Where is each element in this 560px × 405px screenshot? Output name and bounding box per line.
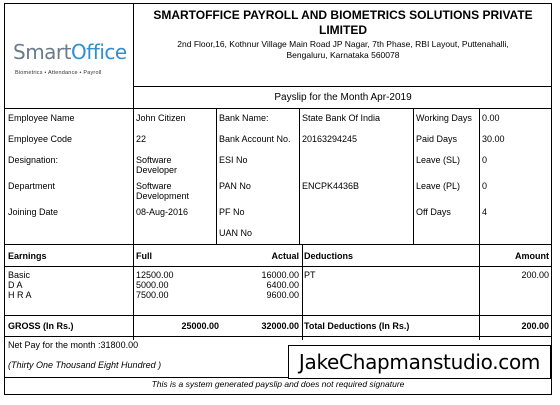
actual-header: Actual — [271, 251, 299, 261]
bank-account-value: 20163294245 — [302, 134, 358, 144]
department-value-line2: Development — [136, 191, 190, 201]
designation-value-line1: Software — [136, 155, 172, 165]
footer-note: This is a system generated payslip and does not required signature — [151, 379, 405, 389]
leave-pl-value: 0 — [482, 181, 488, 191]
gross-top-rule — [5, 315, 551, 316]
earning-actual: 16000.00 — [261, 270, 299, 280]
bank-name-label: Bank Name: — [219, 113, 269, 123]
net-pay-label: Net Pay for the month :31800.00 — [8, 340, 139, 350]
company-logo — [11, 40, 131, 86]
employee-code-label: Employee Code — [8, 134, 73, 144]
earnings-top-rule — [5, 244, 551, 245]
gross-label: GROSS (In Rs.) — [8, 321, 74, 331]
leave-pl-label: Leave (PL) — [416, 181, 461, 191]
earning-actual: 9600.00 — [266, 290, 299, 300]
logo-office-text: Office — [71, 40, 127, 64]
earn-col-divider-1 — [133, 244, 134, 340]
paid-days-value: 30.00 — [482, 134, 505, 144]
info-col-divider-1 — [133, 108, 134, 244]
logo-wordmark — [13, 40, 127, 64]
address-line2: Bengaluru, Karnataka 560078 — [286, 50, 400, 60]
total-deductions-label: Total Deductions (In Rs.) — [304, 321, 410, 331]
company-name-line1: SMARTOFFICE PAYROLL AND BIOMETRICS SOLUTIONS PRIVATE — [153, 8, 533, 22]
esi-label: ESI No — [219, 155, 248, 165]
pan-value: ENCPK4436B — [302, 181, 360, 191]
uan-label: UAN No — [219, 228, 253, 238]
pf-label: PF No — [219, 207, 245, 217]
paid-days-label: Paid Days — [416, 134, 458, 144]
earnings-header-rule — [5, 266, 551, 267]
employee-name-value: John Citizen — [136, 113, 186, 123]
gross-bottom-rule — [5, 336, 551, 337]
earning-name: D A — [8, 280, 23, 290]
company-address — [135, 39, 551, 61]
earn-col-divider-3 — [479, 244, 480, 340]
amount-header: Amount — [515, 251, 549, 261]
logo-smart-text: Smart — [13, 40, 71, 64]
logo-tagline: Biometrics • Attendance • Payroll — [15, 70, 102, 76]
full-header: Full — [136, 251, 152, 261]
pan-label: PAN No — [219, 181, 251, 191]
total-deductions-value: 200.00 — [521, 321, 549, 331]
employee-name-label: Employee Name — [8, 113, 75, 123]
earning-name: H R A — [8, 290, 32, 300]
department-label: Department — [8, 181, 56, 191]
working-days-value: 0.00 — [482, 113, 500, 123]
payslip-title: Payslip for the Month Apr-2019 — [274, 92, 412, 103]
earning-actual: 6400.00 — [266, 280, 299, 290]
earning-full: 5000.00 — [136, 280, 169, 290]
earning-full: 7500.00 — [136, 290, 169, 300]
leave-sl-value: 0 — [482, 155, 488, 165]
info-col-divider-2 — [216, 108, 217, 244]
watermark-label: JakeChapmanstudio.com — [288, 345, 551, 379]
off-days-label: Off Days — [416, 207, 451, 217]
info-top-rule — [5, 108, 551, 109]
designation-value-line2: Developer — [136, 165, 178, 175]
company-name — [135, 8, 551, 38]
leave-sl-label: Leave (SL) — [416, 155, 461, 165]
earning-full: 12500.00 — [136, 270, 174, 280]
info-col-divider-5 — [479, 108, 480, 244]
joining-date-value: 08-Aug-2016 — [136, 207, 189, 217]
address-line1: 2nd Floor,16, Kothnur Village Main Road JP Nagar, 7th Phase, RBI Layout, Puttenahalli, — [177, 39, 509, 49]
department-value-line1: Software — [136, 181, 172, 191]
earnings-header: Earnings — [8, 251, 47, 261]
info-col-divider-4 — [413, 108, 414, 244]
bank-account-label: Bank Account No. — [219, 134, 291, 144]
gross-full: 25000.00 — [181, 321, 219, 331]
net-pay-in-words: (Thirty One Thousand Eight Hundred ) — [8, 360, 162, 370]
designation-label: Designation: — [8, 155, 59, 165]
header-divider — [133, 4, 134, 108]
company-name-line2: LIMITED — [319, 23, 367, 37]
deduction-name: PT — [304, 270, 316, 280]
deduction-amount: 200.00 — [521, 270, 549, 280]
info-col-divider-3 — [299, 108, 300, 244]
gross-actual: 32000.00 — [261, 321, 299, 331]
working-days-label: Working Days — [416, 113, 472, 123]
joining-date-label: Joining Date — [8, 207, 59, 217]
earning-name: Basic — [8, 270, 31, 280]
bank-name-value: State Bank Of India — [302, 113, 381, 123]
deductions-header: Deductions — [304, 251, 354, 261]
employee-code-value: 22 — [136, 134, 147, 144]
header-rule — [133, 86, 551, 87]
earn-col-divider-2 — [302, 244, 303, 340]
off-days-value: 4 — [482, 207, 488, 217]
payslip-document — [4, 3, 552, 395]
